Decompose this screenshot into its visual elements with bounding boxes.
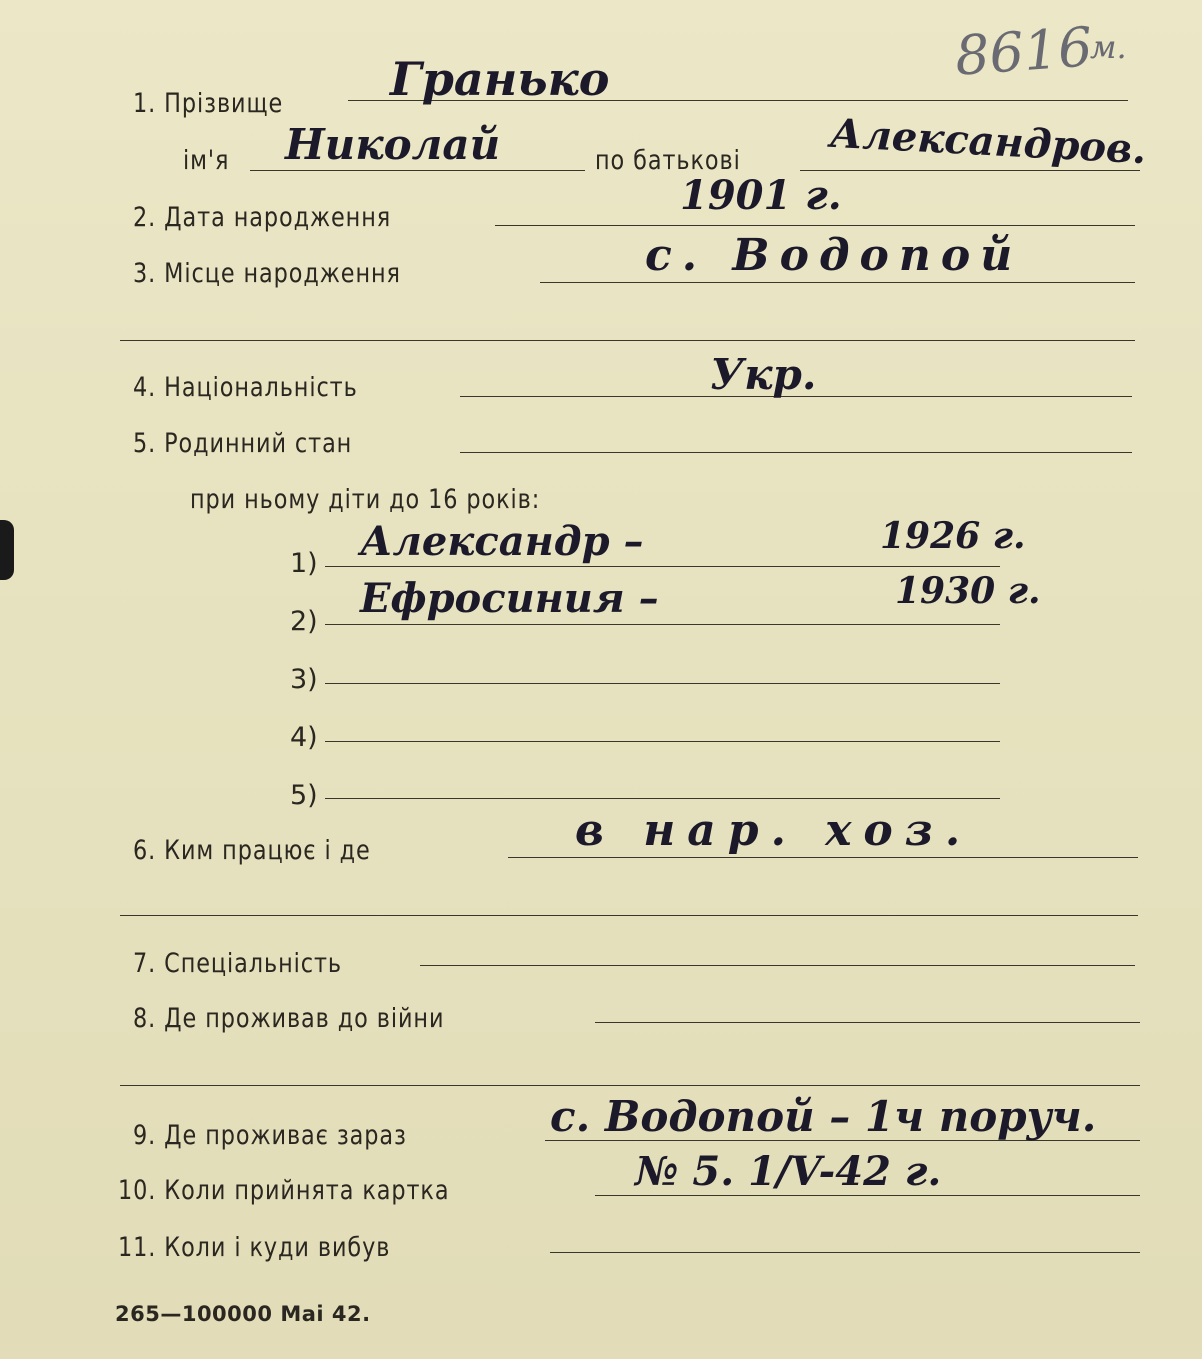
card-date-label: 10. Коли прийнята картка bbox=[118, 1175, 450, 1206]
birthdate-value: 1901 г. bbox=[680, 172, 842, 219]
surname-value: Гранько bbox=[390, 52, 610, 106]
birthplace-value: с. Водопой bbox=[645, 230, 1023, 281]
children-heading: при ньому діти до 16 років: bbox=[190, 484, 541, 515]
specialty-label: 7. Спеціальність bbox=[133, 948, 342, 979]
child-number: 4) bbox=[290, 722, 318, 753]
birthdate-label: 2. Дата народження bbox=[133, 202, 392, 233]
name-label: ім'я bbox=[183, 145, 230, 176]
family-status-line bbox=[460, 452, 1132, 453]
child-name: Александр – bbox=[360, 518, 644, 565]
archive-number-suffix: м. bbox=[1090, 28, 1127, 66]
birthplace-label: 3. Місце народження bbox=[133, 258, 401, 289]
occupation-line-2 bbox=[120, 915, 1138, 916]
current-residence-value: с. Водопой – 1ч поруч. bbox=[550, 1092, 1097, 1141]
child-number: 1) bbox=[290, 548, 318, 579]
departure-label: 11. Коли і куди вибув bbox=[118, 1232, 391, 1263]
child-line bbox=[325, 566, 1000, 567]
prewar-residence-line bbox=[595, 1022, 1140, 1023]
prewar-residence-line-2 bbox=[120, 1085, 1140, 1086]
card-edge-notch bbox=[0, 520, 14, 580]
specialty-line bbox=[420, 965, 1135, 966]
prewar-residence-label: 8. Де проживав до війни bbox=[133, 1003, 445, 1034]
archive-number: 8616 bbox=[952, 15, 1095, 88]
occupation-line bbox=[508, 857, 1138, 858]
card-date-line bbox=[595, 1195, 1140, 1196]
child-line bbox=[325, 741, 1000, 742]
name-value: Николай bbox=[285, 120, 501, 169]
departure-line bbox=[550, 1252, 1140, 1253]
child-line bbox=[325, 624, 1000, 625]
child-year: 1926 г. bbox=[880, 515, 1026, 557]
occupation-value: в нар. хоз. bbox=[575, 805, 973, 856]
name-line bbox=[250, 170, 585, 171]
child-year: 1930 г. bbox=[895, 570, 1041, 612]
occupation-label: 6. Ким працює і де bbox=[133, 835, 371, 866]
child-number: 3) bbox=[290, 664, 318, 695]
patronymic-label: по батькові bbox=[595, 145, 741, 176]
child-line bbox=[325, 798, 1000, 799]
birthplace-line-2 bbox=[120, 340, 1135, 341]
birthplace-line bbox=[540, 282, 1135, 283]
current-residence-label: 9. Де проживає зараз bbox=[133, 1120, 407, 1151]
surname-label: 1. Прізвище bbox=[133, 88, 284, 119]
print-run-footer: 265—100000 Маі 42. bbox=[115, 1302, 371, 1326]
child-number: 5) bbox=[290, 780, 318, 811]
birthdate-line bbox=[495, 225, 1135, 226]
nationality-label: 4. Національність bbox=[133, 372, 358, 403]
card-date-value: № 5. 1/V-42 г. bbox=[635, 1148, 942, 1195]
patronymic-value: Александров. bbox=[828, 109, 1148, 174]
nationality-value: Укр. bbox=[710, 350, 817, 399]
child-number: 2) bbox=[290, 606, 318, 637]
child-line bbox=[325, 683, 1000, 684]
family-status-label: 5. Родинний стан bbox=[133, 428, 353, 459]
child-name: Ефросиния – bbox=[360, 575, 659, 622]
